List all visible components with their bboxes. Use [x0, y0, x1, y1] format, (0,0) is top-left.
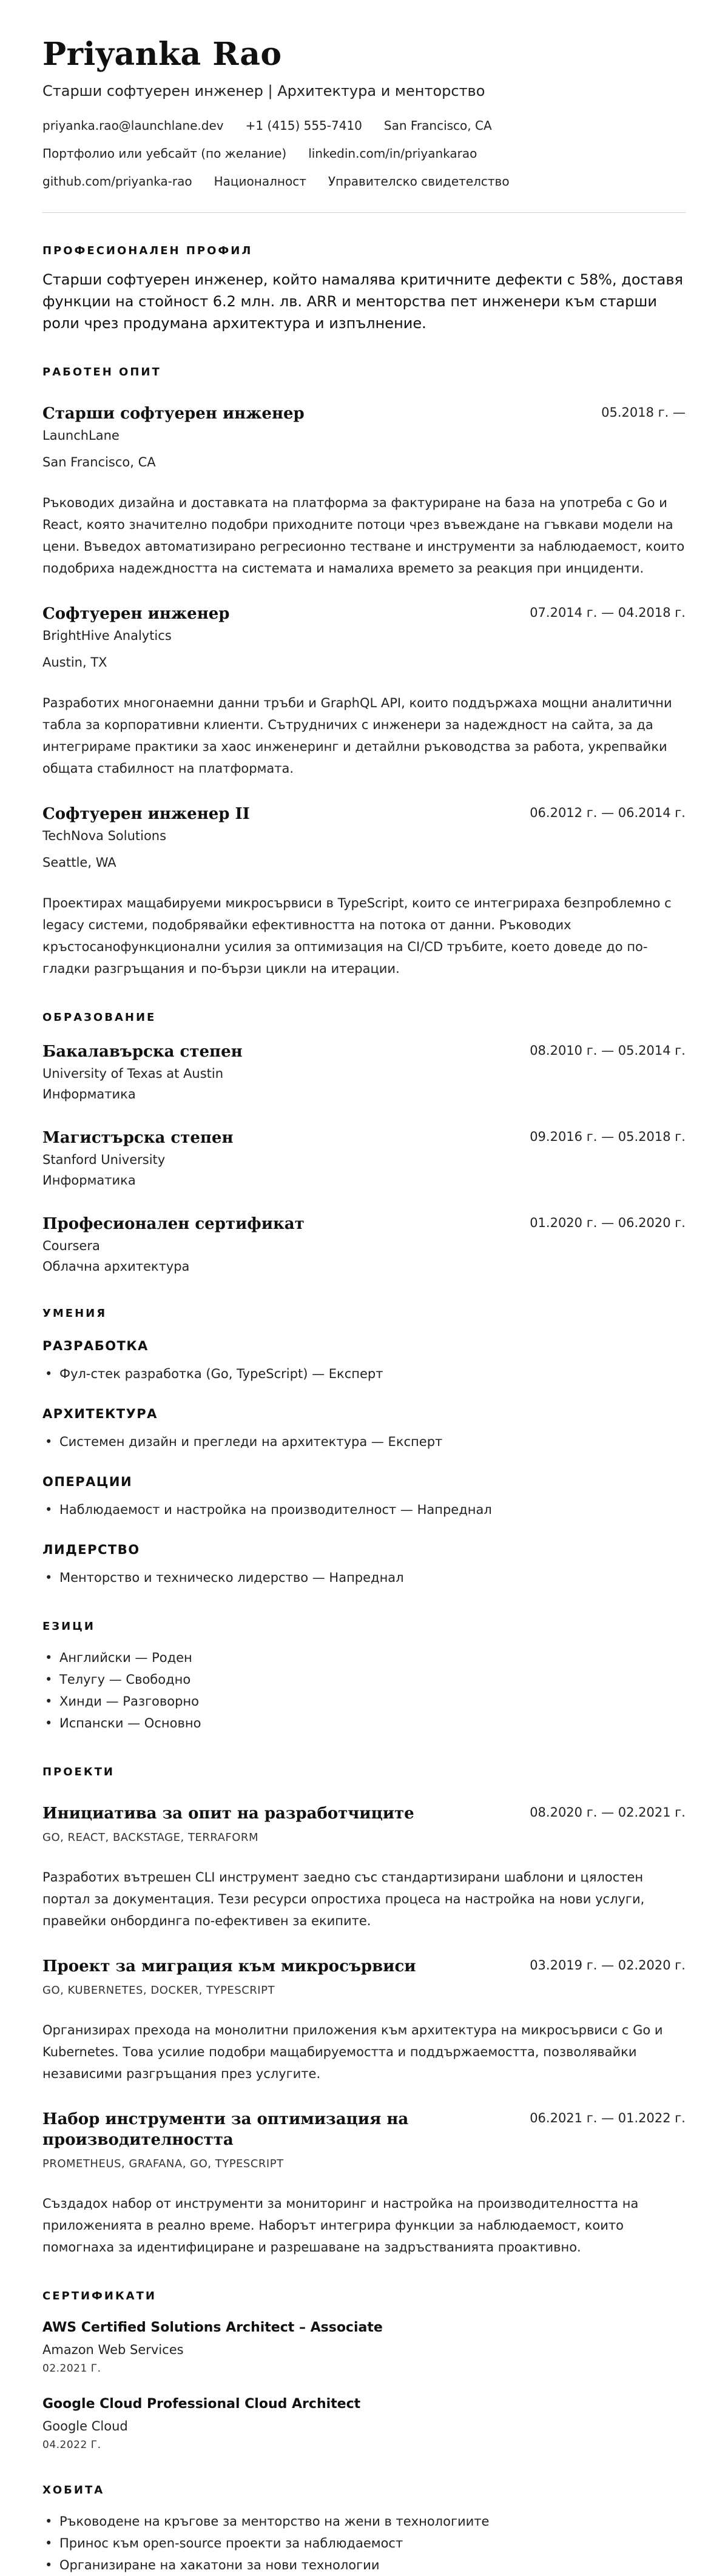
skill-item: • Менторство и техническо лидерство — Напреднал — [42, 1567, 686, 1589]
hobby-list — [42, 2510, 686, 2576]
certificate-name: Google Cloud Professional Cloud Architect — [42, 2396, 361, 2412]
skills-section — [42, 1307, 686, 1589]
skill-list — [42, 1431, 686, 1453]
languages-section — [42, 1620, 686, 1734]
project-description: Разработих вътрешен CLI инструмент заедно със стандартизирани шаблони и цялостен портал за документация. Тези ресурси опростиха процеса на настройка на нови услуги, правейки онбординга по-ефективен за екипите. — [42, 1870, 645, 1928]
job-location: Seattle, WA — [42, 855, 116, 870]
contact-row-3 — [42, 173, 686, 189]
language-item: • Телугу — Свободно — [42, 1669, 686, 1690]
section-title-certificates: СЕРТИФИКАТИ — [42, 2290, 157, 2302]
hobby-item: • Принос към open-source проекти за наблюдаемост — [42, 2532, 686, 2554]
project-dates: 08.2020 г. — 02.2021 г. — [530, 1805, 686, 1820]
contact-email[interactable]: priyanka.rao@launchlane.dev — [42, 118, 224, 133]
project-description: Организирах прехода на монолитни приложения към архитектура на микросървиси с Go и Kubernetes. Това усилие подобри мащабируемостта и поддържаемостта, позволявайки независими разгръщания през услугите. — [42, 2023, 663, 2081]
experience-section — [42, 366, 686, 980]
candidate-name: Priyanka Rao — [42, 36, 282, 73]
company-name: LaunchLane — [42, 428, 120, 443]
section-title-languages: ЕЗИЦИ — [42, 1620, 95, 1633]
resume-header — [42, 36, 686, 189]
projects-section — [42, 1766, 686, 2258]
candidate-headline: Старши софтуерен инженер | Архитектура и менторство — [42, 82, 485, 99]
certificate-entry — [42, 2319, 686, 2376]
certificate-date: 04.2022 Г. — [42, 2439, 101, 2451]
job-location: San Francisco, CA — [42, 455, 156, 469]
job-description: Проектирах мащабируеми микросървиси в TypeScript, които се интегрираха безпроблемно с legacy системи, подобрявайки ефективността на потока от данни. Ръководих кръстосанофункционални усилия за оптимизация на CI/CD тръбите, което доведе до по-гладки разгръщания и по-бързи цикли на итерации. — [42, 896, 672, 976]
job-title: Софтуерен инженер — [42, 605, 230, 623]
experience-entry — [42, 403, 686, 579]
skill-category: РАЗРАБОТКА — [42, 1339, 149, 1353]
project-description: Създадох набор от инструменти за мониторинг и настройка на производителността на приложенията в реално време. Наборът интегрира функции за наблюдаемост, които помогнаха за идентифициране и разрешаване на задръстванията проактивно. — [42, 2196, 639, 2255]
certificates-section — [42, 2290, 686, 2452]
school-name: University of Texas at Austin — [42, 1066, 224, 1081]
education-dates: 09.2016 г. — 05.2018 г. — [530, 1129, 686, 1144]
hobby-item: • Организиране на хакатони за нови технологии — [42, 2554, 686, 2576]
section-title-profile: ПРОФЕСИОНАЛЕН ПРОФИЛ — [42, 244, 253, 257]
field-of-study: Информатика — [42, 1173, 136, 1188]
skill-list — [42, 1499, 686, 1521]
certificate-entry — [42, 2395, 686, 2452]
education-section — [42, 1011, 686, 1276]
skill-list — [42, 1363, 686, 1385]
project-title: Проект за миграция към микросървиси — [42, 1957, 416, 1976]
profile-section — [42, 244, 686, 334]
contact-row-1 — [42, 118, 686, 133]
project-entry — [42, 2109, 686, 2258]
certificate-issuer: Amazon Web Services — [42, 2342, 184, 2357]
project-tech-stack: GO, REACT, BACKSTAGE, TERRAFORM — [42, 1831, 258, 1844]
job-description: Ръководих дизайна и доставката на платформа за фактуриране на база на употреба с Go и React, която значително подобри приходните потоци чрез въвеждане на гъвкави модели на цени. Въведох автоматизирано регресионно тестване и инструменти за наблюдаемост, които подобриха надеждността на системата и намалиха времето за реакция при инциденти. — [42, 496, 685, 576]
certificate-name: AWS Certified Solutions Architect – Associate — [42, 2320, 383, 2335]
project-entry — [42, 1956, 686, 2085]
section-title-skills: УМЕНИЯ — [42, 1307, 107, 1320]
certificate-date: 02.2021 Г. — [42, 2362, 101, 2375]
contact-portfolio[interactable]: Портфолио или уебсайт (по желание) — [42, 146, 287, 161]
language-item: • Английски — Роден — [42, 1647, 686, 1669]
job-dates: 06.2012 г. — 06.2014 г. — [530, 805, 686, 820]
skill-list — [42, 1567, 686, 1589]
header-divider — [42, 212, 686, 213]
company-name: BrightHive Analytics — [42, 628, 172, 643]
skill-category: АРХИТЕКТУРА — [42, 1407, 158, 1421]
project-dates: 06.2021 г. — 01.2022 г. — [530, 2111, 686, 2125]
degree-title: Магистърска степен — [42, 1129, 234, 1147]
education-entry — [42, 1128, 686, 1189]
experience-entry — [42, 604, 686, 779]
job-dates: 07.2014 г. — 04.2018 г. — [530, 605, 686, 620]
project-title: Набор инструменти за оптимизация на производителността — [42, 2110, 409, 2149]
degree-title: Бакалавърска степен — [42, 1043, 243, 1061]
contact-nationality: Националност — [214, 174, 306, 189]
job-description: Разработих многонаемни данни тръби и GraphQL API, които поддържаха мощни аналитични табла за корпоративни клиенти. Сътрудничих с инженери за надеждност на сайта, за да интегрираме практики за хаос инженеринг и детайлни ръководства за работа, укрепвайки общата стабилност на платформата. — [42, 696, 672, 776]
company-name: TechNova Solutions — [42, 829, 167, 843]
experience-entry — [42, 804, 686, 980]
contact-row-2 — [42, 146, 686, 161]
education-dates: 08.2010 г. — 05.2014 г. — [530, 1043, 686, 1058]
job-location: Austin, TX — [42, 655, 107, 670]
hobbies-section — [42, 2484, 686, 2576]
school-name: Coursera — [42, 1239, 100, 1253]
section-title-experience: РАБОТЕН ОПИТ — [42, 366, 161, 378]
project-tech-stack: GO, KUBERNETES, DOCKER, TYPESCRIPT — [42, 1984, 275, 1997]
project-tech-stack: PROMETHEUS, GRAFANA, GO, TYPESCRIPT — [42, 2157, 284, 2170]
section-title-education: ОБРАЗОВАНИЕ — [42, 1011, 157, 1024]
certificate-issuer: Google Cloud — [42, 2419, 128, 2433]
field-of-study: Информатика — [42, 1087, 136, 1101]
project-entry — [42, 1803, 686, 1932]
skill-category: ОПЕРАЦИИ — [42, 1475, 133, 1489]
education-dates: 01.2020 г. — 06.2020 г. — [530, 1216, 686, 1230]
job-title: Софтуерен инженер II — [42, 805, 250, 823]
language-item: • Хинди — Разговорно — [42, 1690, 686, 1712]
skill-item: • Системен дизайн и прегледи на архитектура — Експерт — [42, 1431, 686, 1453]
section-title-hobbies: ХОБИТА — [42, 2484, 105, 2497]
education-entry — [42, 1214, 686, 1276]
project-title: Инициатива за опит на разработчиците — [42, 1804, 414, 1823]
job-title: Старши софтуерен инженер — [42, 405, 305, 423]
contact-license: Управителско свидетелство — [328, 174, 510, 189]
skill-category: ЛИДЕРСТВО — [42, 1542, 140, 1557]
degree-title: Професионален сертификат — [42, 1215, 305, 1233]
skill-item: • Наблюдаемост и настройка на производителност — Напреднал — [42, 1499, 686, 1521]
profile-summary: Старши софтуерен инженер, който намалява критичните дефекти с 58%, доставя функции на стойност 6.2 млн. лв. ARR и менторства пет инженери към старши роли чрез продумана архитектура и изпълнение. — [42, 271, 683, 332]
section-title-projects: ПРОЕКТИ — [42, 1766, 115, 1778]
language-item: • Испански — Основно — [42, 1712, 686, 1734]
hobby-item: • Ръководене на кръгове за менторство на жени в технологиите — [42, 2510, 686, 2532]
contact-location: San Francisco, CA — [383, 118, 492, 133]
job-dates: 05.2018 г. — — [601, 405, 686, 420]
contact-github[interactable]: github.com/priyanka-rao — [42, 174, 192, 189]
skill-item: • Фул-стек разработка (Go, TypeScript) — Експерт — [42, 1363, 686, 1385]
contact-phone[interactable]: +1 (415) 555-7410 — [245, 118, 362, 133]
field-of-study: Облачна архитектура — [42, 1259, 190, 1274]
school-name: Stanford University — [42, 1152, 166, 1167]
language-list — [42, 1647, 686, 1734]
contact-linkedin[interactable]: linkedin.com/in/priyankarao — [308, 146, 477, 161]
project-dates: 03.2019 г. — 02.2020 г. — [530, 1958, 686, 1972]
education-entry — [42, 1041, 686, 1103]
